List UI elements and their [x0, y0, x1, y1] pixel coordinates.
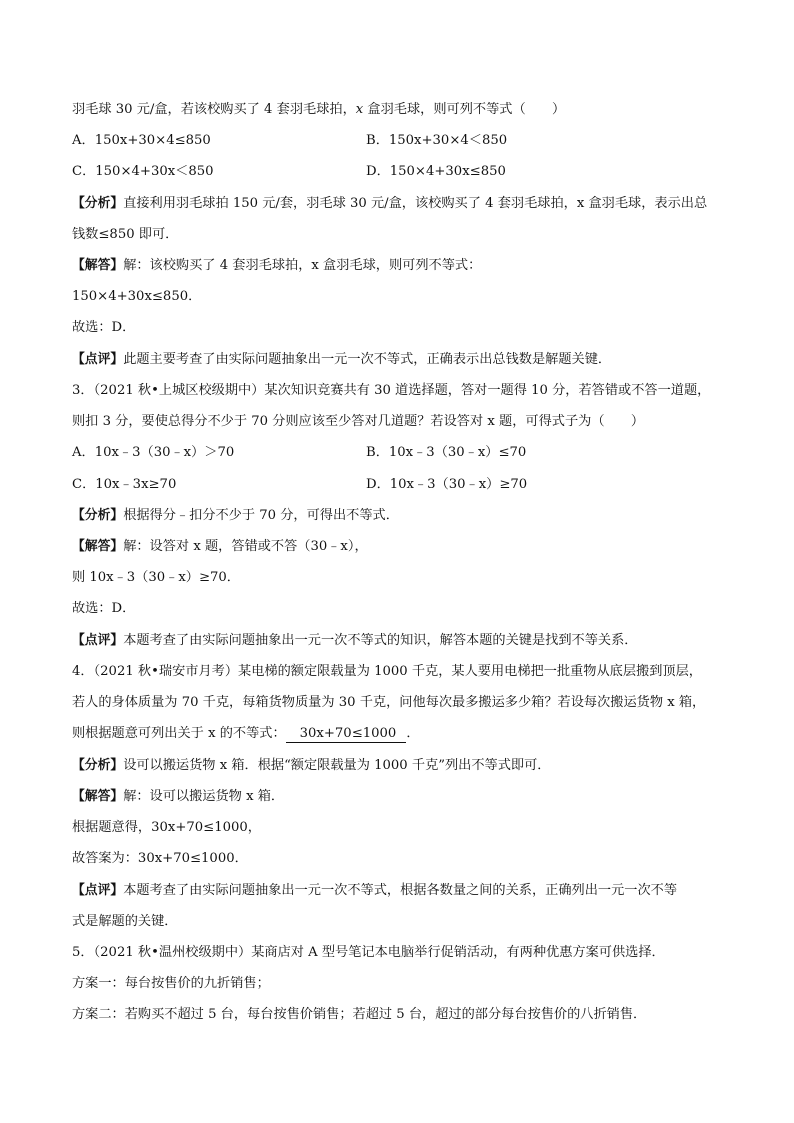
q5-plan-2: 方案二：若购买不超过 5 台，每台按售价销售；若超过 5 台，超过的部分每台按售价的八折销售．: [72, 1007, 647, 1022]
comment-tag: 【点评】: [72, 633, 124, 648]
q2-stem-line: 羽毛球 30 元/盒，若该校购买了 4 套羽毛球拍，x 盒羽毛球，则可列不等式（ ）: [72, 102, 566, 117]
comment-tag: 【点评】: [72, 352, 124, 367]
q2-analysis-cont: 钱数≤850 即可．: [72, 227, 179, 242]
q3-option-a: A．10x﹣3（30﹣x）＞70: [72, 445, 235, 460]
q5-plan-1: 方案一：每台按售价的九折销售；: [72, 976, 270, 991]
q4-answer-step: 根据题意得，30x+70≤1000，: [72, 820, 261, 835]
q3-stem-line1: 3．（2021 秋•上城区校级期中）某次知识竞赛共有 30 道选择题，答对一题得 10 分，若答错或不答一道题，: [72, 383, 711, 398]
q2-option-a: A．150x+30×4≤850: [72, 133, 211, 148]
blank-answer: 30x+70≤1000: [286, 725, 407, 743]
comment-tag: 【点评】: [72, 883, 124, 898]
q4-analysis: 【分析】设可以搬运货物 x 箱．根据“额定限载量为 1000 千克”列出不等式即可．: [72, 758, 551, 773]
q2-comment: 【点评】此题主要考查了由实际问题抽象出一元一次不等式，正确表示出总钱数是解题关键．: [72, 352, 612, 367]
answer-tag: 【解答】: [72, 789, 124, 804]
q2-choice: 故选：D．: [72, 320, 136, 335]
analysis-tag: 【分析】: [72, 196, 124, 211]
q2-answer-formula: 150×4+30x≤850．: [72, 289, 202, 304]
q3-comment: 【点评】本题考查了由实际问题抽象出一元一次不等式的知识，解答本题的关键是找到不等关系．: [72, 633, 638, 648]
q2-analysis: 【分析】直接利用羽毛球拍 150 元/套，羽毛球 30 元/盒，该校购买了 4 套羽毛球拍，x 盒羽毛球，表示出总: [72, 196, 708, 211]
q4-comment-cont: 式是解题的关键．: [72, 914, 178, 929]
q3-option-d: D．10x﹣3（30﹣x）≥70: [366, 477, 528, 492]
analysis-tag: 【分析】: [72, 508, 124, 523]
q2-option-d: D．150×4+30x≤850: [366, 164, 506, 179]
q2-option-c: C．150×4+30x＜850: [72, 164, 214, 179]
q4-answer-result: 故答案为：30x+70≤1000．: [72, 851, 248, 866]
q3-answer: 【解答】解：设答对 x 题，答错或不答（30﹣x），: [72, 539, 368, 554]
answer-tag: 【解答】: [72, 258, 124, 273]
q2-option-b: B．150x+30×4＜850: [366, 133, 508, 148]
q4-stem-line3: 则根据题意可列出关于 x 的不等式： 30x+70≤1000 ．: [72, 726, 420, 741]
q3-answer-formula: 则 10x﹣3（30﹣x）≥70．: [72, 570, 240, 585]
q4-answer: 【解答】解：设可以搬运货物 x 箱．: [72, 789, 285, 804]
q2-answer: 【解答】解：该校购买了 4 套羽毛球拍，x 盒羽毛球，则可列不等式：: [72, 258, 482, 273]
q4-comment: 【点评】本题考查了由实际问题抽象出一元一次不等式，根据各数量之间的关系，正确列出一元一次不等: [72, 883, 678, 898]
q5-stem: 5．（2021 秋•温州校级期中）某商店对 A 型号笔记本电脑举行促销活动，有两种优惠方案可供选择．: [72, 945, 665, 960]
answer-tag: 【解答】: [72, 539, 124, 554]
q4-stem-line2: 若人的身体质量为 70 千克，每箱货物质量为 30 千克，问他每次最多搬运多少箱？若设每次搬运货物 x 箱，: [72, 695, 706, 710]
q3-option-b: B．10x﹣3（30﹣x）≤70: [366, 445, 527, 460]
q4-stem-line1: 4．（2021 秋•瑞安市月考）某电梯的额定限载量为 1000 千克，某人要用电梯把一批重物从底层搬到顶层，: [72, 664, 702, 679]
analysis-tag: 【分析】: [72, 758, 124, 773]
q3-stem-line2: 则扣 3 分，要使总得分不少于 70 分则应该至少答对几道题？若设答对 x 题，可得式子为（ ）: [72, 414, 645, 429]
q3-analysis: 【分析】根据得分﹣扣分不少于 70 分，可得出不等式．: [72, 508, 399, 523]
q3-option-c: C．10x﹣3x≥70: [72, 477, 177, 492]
q3-choice: 故选：D．: [72, 601, 136, 616]
